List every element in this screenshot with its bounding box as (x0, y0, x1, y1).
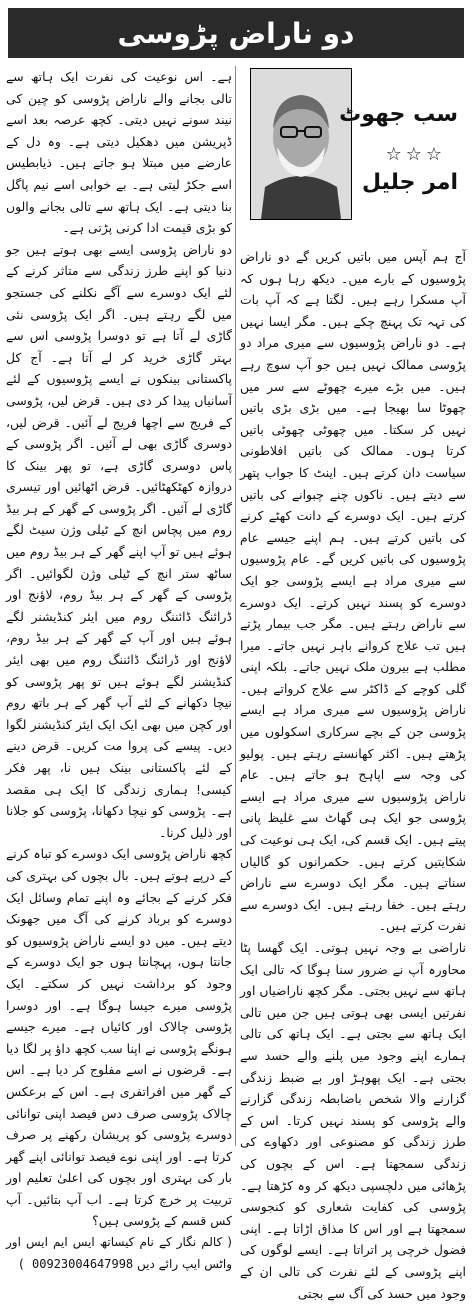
column-name: سب جھوٹ (339, 102, 458, 127)
rating-stars-icon: ☆☆☆ (385, 144, 446, 165)
author-photo (250, 68, 352, 220)
contact-text: ( کالم نگار کے نام کیساتھ ایس ایم ایس اور واٹس ایپ رائے دیں (6, 1235, 232, 1271)
contact-phone: 00923004647998 ) (17, 1256, 134, 1271)
column-divider (235, 66, 236, 1146)
left-text-column (6, 66, 232, 1271)
byline-block (240, 66, 466, 238)
article-paragraph: آج ہم آپس میں باتیں کریں گے دو ناراض پڑوسیوں کے بارے میں۔ دیکھ رہا ہوں کہ آپ مسکرا رہے ہیں۔ لگتا ہے کہ آپ بات کی تہہ تک پہنچ چکے ہیں۔ مگر ایسا نہیں ہے۔ دو ناراض پڑوسیوں سے میری مراد دو پڑوسی ممالک نہیں ہیں جو آپ سوچ رہے ہیں۔ میں بڑے میرے چھوٹے سے سر میں چھوٹا سا بھیجا ہے۔ میں بڑی بڑی باتیں نہیں کر سکتا۔ میں چھوٹی چھوٹی باتیں کرتا ہوں۔ ممالک کی باتیں افلاطونی سیاست دان کرتے ہیں۔ اینٹ کا جواب پتھر سے دیتے ہیں۔ ناکوں چنے چبوانے کی باتیں کرتے ہیں۔ ایک دوسرے کے دانت کھٹے کرنے کی باتیں کرتے ہیں۔ ہم اپنے جیسے عام پڑوسیوں کی باتیں کریں گے۔ عام پڑوسیوں سے میری مراد ہے ایسے پڑوسی جو ایک دوسرے کو پسند نہیں کرتے۔ ایک دوسرے سے ناراض رہتے ہیں۔ مگر جب بیمار پڑتے ہیں تب علاج کروانے باہر نہیں جاتے۔ میرا مطلب ہے بیرون ملک نہیں جاتے۔ بلکہ اپنی گلی کوچے کے ڈاکٹر سے علاج کرواتے ہیں۔ ناراض پڑوسیوں سے میری مراد ہے ایسے پڑوسی جن کے بچے سرکاری اسکولوں میں پڑھتے ہیں۔ اکثر کھانستے رہتے ہیں۔ پولیو کی وجہ سے اپاہج ہو جاتے ہیں۔ عام ناراض پڑوسیوں سے میری مراد ہے ایسے پڑوسی جو ایک ہی گھاٹ سے غلیظ پانی پیتے ہیں۔ ایک قسم کی، ایک ہی نوعیت کی شکایتیں کرتے ہیں۔ حکمرانوں کو گالیاں سناتے ہیں۔ مگر ایک دوسرے سے ناراض رہتے ہیں۔ خفا رہتے ہیں۔ ایک دوسرے سے نفرت کرتے ہیں۔ (240, 249, 466, 934)
right-text-column (240, 246, 466, 1301)
article-paragraph: ہے۔ اس نوعیت کی نفرت ایک ہاتھ سے تالی بجانے والے ناراض پڑوسی کو چین کی نیند سونے نہیں دیتی۔ کچھ عرصہ بعد اسے ڈپریشن میں دھکیل دیتی ہے۔ وہ دل کے عارضے میں مبتلا ہو جاتے ہیں۔ ذیابطیس اسے جکڑ لیتی ہے۔ بے خوابی اسے نیم پاگل بنا دیتی ہے۔ ایک ہاتھ سے تالی بجانے والوں کو بڑی قیمت ادا کرنی پڑتی ہے۔ (6, 69, 232, 236)
headline-banner (8, 8, 464, 58)
article-paragraph: ناراضی بے وجہ نہیں ہوتی۔ ایک گھسا پٹا محاورہ آپ نے ضرور سنا ہوگا کہ تالی ایک ہاتھ سے نہیں بجتی۔ مگر کچھ ناراضیاں اور نفرتیں ایسی بھی ہوتی ہیں جن میں تالی ایک ہاتھ سے بجتی ہے۔ ایک ہاتھ کی تالی ہمارے اپنے وجود میں پلنے والے حسد سے بجتی ہے۔ ایک پھوہڑ اور بے ضبط زندگی گزارنے والا شخص باضابطہ زندگی گزارنے والے پڑوسی کو پسند نہیں کرتا۔ اس کے طرز زندگی کو مصنوعی اور دکھاوے کی زندگی سمجھتا ہے۔ اس کے بچوں کی پڑھائی میں دلچسپی دیکھ کر وہ کڑھتا ہے۔ پڑوسی کی کفایت شعاری کو کنجوسی سمجھتا ہے اور اس کا مذاق اڑاتا ہے۔ اپنی فضول خرچی پر اتراتا ہے۔ ایسے لوگوں کی اپنے پڑوسی کے لئے نفرت کی تالی ان کے وجود میں حسد کی آگ سے بجتی (240, 940, 466, 1301)
author-name: امر جلیل (362, 170, 458, 195)
writer-contact-note (6, 1232, 232, 1275)
headline-title: دو ناراض پڑوسی (117, 16, 355, 50)
article-paragraph: کچھ ناراض پڑوسی ایک دوسرے کو تباہ کرنے کے درپے ہوتے ہیں۔ بال بچوں کی بہتری کی فکر کرنے کے بجائے وہ اپنے تمام وسائل ایک دوسرے کو برباد کرنے کی آگ میں جھونک دیتے ہیں۔ میں دو ایسے ناراض پڑوسیوں کو جانتا ہوں، پہچانتا ہوں جو ایک دوسرے کے وجود کو برداشت نہیں کر سکتے۔ ایک پڑوسی میرے جیسا ہوگا ہے۔ اور دوسرا پڑوسی چالاک اور کائیاں ہے۔ میرے جیسے ہونگے پڑوسی نے اپنا سب کچھ داؤ پر لگا دیا ہے۔ قرضوں نے اسے مفلوج کر دیا ہے۔ اس کے گھر میں افراتفری ہے۔ اس کے برعکس چالاک پڑوسی صرف دس فیصد اپنی توانائی دوسرے پڑوسی کو پریشان رکھنے پر صرف کرتا ہے۔ اور اپنی نوے فیصد توانائی اپنے گھر بار کی بہتری اور بچوں کی اعلیٰ تعلیم اور تربیت پر خرچ کرتا ہے۔ اب آپ بتائیں۔ آپ کس قسم کے پڑوسی ہیں؟ (6, 846, 232, 1229)
article-paragraph: دو ناراض پڑوسی ایسے بھی ہوتے ہیں جو دنیا کو اپنے طرز زندگی سے متاثر کرنے کے لئے ایک دوسرے سے آگے نکلنے کی جستجو میں لگے رہتے ہیں۔ اگر ایک پڑوسی نئی گاڑی لے آتا ہے تو دوسرا پڑوسی اس سے بہتر گاڑی خرید کر لے آتا ہے۔ آج کل پاکستانی بینکوں نے ایسے پڑوسیوں کے لئے آسانیاں پیدا کر دی ہیں۔ قرض لیں، پڑوسی کے فریج سے اچھا فریج لے آئیں۔ قرض لیں، دوسری گاڑی بھی لے آئیں۔ اگر پڑوسی کے پاس دوسری گاڑی ہے، تو پھر بینک کا دروازہ کھٹکھٹائیں۔ قرض اٹھائیں اور تیسری گاڑی لے آئیں۔ اگر پڑوسی کے گھر کے ہر بیڈ روم میں پچاس انچ کے ٹیلی وژن سیٹ لگے ہوئے ہیں تو آپ اپنے گھر کے ہر بیڈ روم میں ساٹھ ستر انچ کے ٹیلی وژن لگوائیں۔ اگر پڑوسی کے گھر کے ہر بیڈ روم، لاؤنج اور ڈرائنگ ڈائننگ روم میں ایئر کنڈیشنر لگے ہوئے ہیں اور آپ کے گھر کے ہر بیڈ روم، لاؤنج اور ڈرائنگ ڈائننگ روم میں بھی ایئر کنڈیشنر لگے ہوئے ہیں تو پھر پڑوسی کو نیچا دکھانے کے لئے آپ گھر کے ہر باتھ روم اور کچن میں بھی ایک ایک ایئر کنڈیشنر لگوا دیں۔ پیسے کی پروا مت کریں۔ قرض دینے کے لئے پاکستانی بینک ہیں نا، پھر فکر کیسی! ہماری زندگی کا ایک ہی مقصد ہے۔ پڑوسی کو نیچا دکھانا، پڑوسی کو جلانا اور ذلیل کرنا۔ (6, 241, 232, 840)
author-portrait-icon (251, 69, 351, 219)
